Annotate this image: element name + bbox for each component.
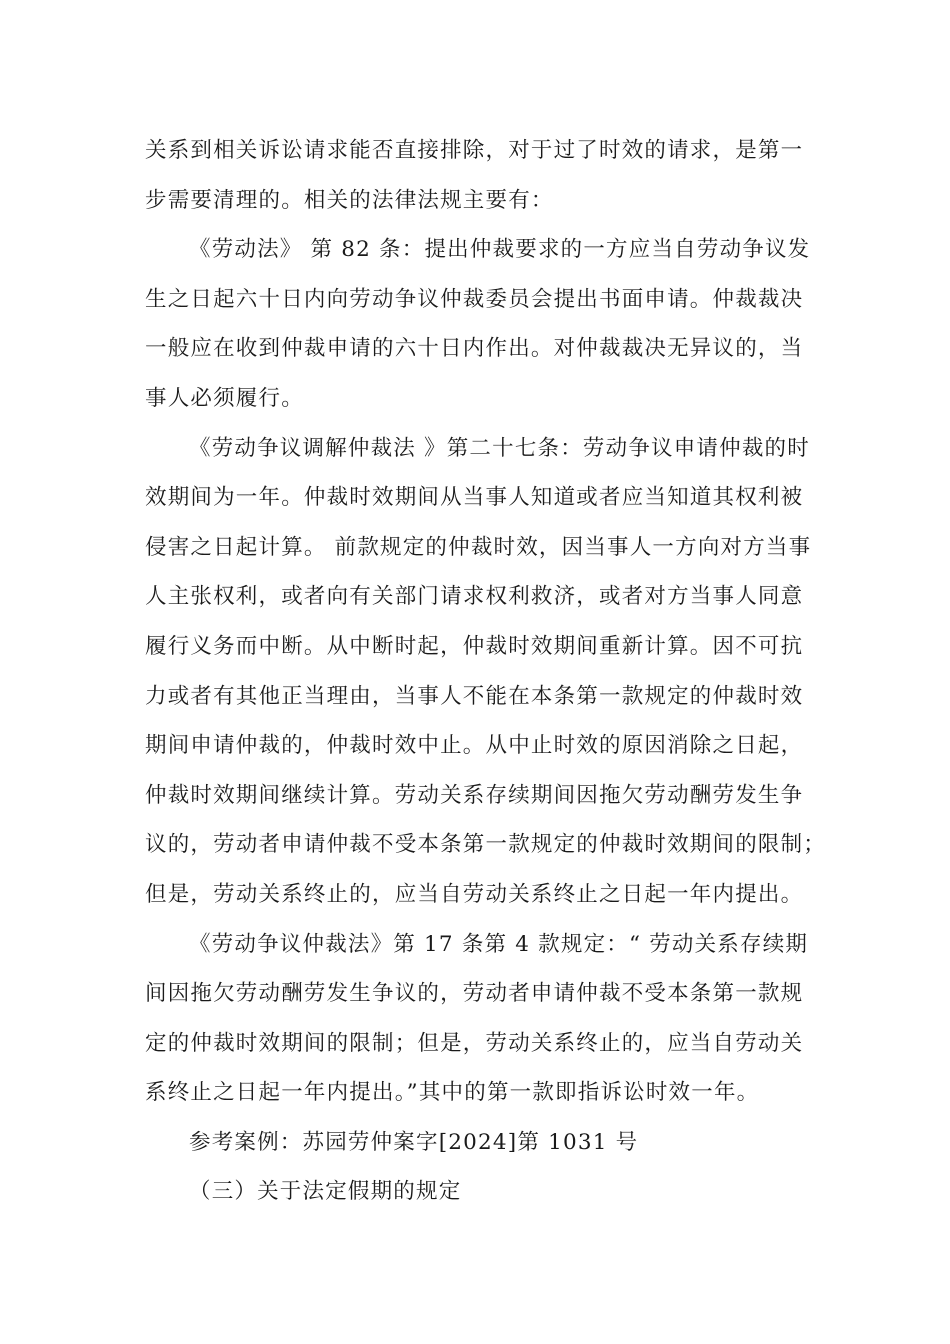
document-body bbox=[145, 126, 827, 1217]
section-heading: （三）关于法定假期的规定 bbox=[189, 1179, 462, 1205]
text-line: 履行义务而中断。从中断时起，仲裁时效期间重新计算。因不可抗 bbox=[145, 633, 804, 659]
text-line: 但是，劳动关系终止的，应当自劳动关系终止之日起一年内提出。 bbox=[145, 881, 804, 907]
text-line: 定的仲裁时效期间的限制；但是，劳动关系终止的，应当自劳动关 bbox=[145, 1030, 804, 1056]
text-line: 《劳动争议调解仲裁法 》第二十七条：劳动争议申请仲裁的时 bbox=[189, 435, 810, 461]
text-line: 人主张权利，或者向有关部门请求权利救济，或者对方当事人同意 bbox=[145, 584, 804, 610]
text-line: 议的，劳动者申请仲裁不受本条第一款规定的仲裁时效期间的限制； bbox=[145, 832, 827, 858]
text-line: 力或者有其他正当理由，当事人不能在本条第一款规定的仲裁时效 bbox=[145, 683, 804, 709]
text-line: 关系到相关诉讼请求能否直接排除，对于过了时效的请求，是第一 bbox=[145, 138, 804, 163]
text-line: 间因拖欠劳动酬劳发生争议的，劳动者申请仲裁不受本条第一款规 bbox=[145, 981, 804, 1007]
text-line: 《劳动法》 第 82 条：提出仲裁要求的一方应当自劳动争议发 bbox=[189, 237, 811, 263]
text-line: 期间申请仲裁的，仲裁时效中止。从中止时效的原因消除之日起， bbox=[145, 733, 804, 759]
text-line: 步需要清理的。相关的法律法规主要有： bbox=[145, 187, 554, 213]
text-line: 《劳动争议仲裁法》第 17 条第 4 款规定：“ 劳动关系存续期 bbox=[189, 931, 809, 957]
text-line: 侵害之日起计算。 前款规定的仲裁时效，因当事人一方向对方当事 bbox=[145, 534, 812, 560]
text-line: 一般应在收到仲裁申请的六十日内作出。对仲裁裁决无异议的，当 bbox=[145, 336, 804, 362]
text-line: 效期间为一年。仲裁时效期间从当事人知道或者应当知道其权利被 bbox=[145, 485, 804, 511]
text-line: 生之日起六十日内向劳动争议仲裁委员会提出书面申请。仲裁裁决 bbox=[145, 286, 804, 312]
case-reference: 参考案例：苏园劳仲案字[2024]第 1031 号 bbox=[189, 1129, 639, 1155]
text-line: 事人必须履行。 bbox=[145, 385, 304, 411]
text-line: 仲裁时效期间继续计算。劳动关系存续期间因拖欠劳动酬劳发生争 bbox=[145, 782, 804, 808]
text-line: 系终止之日起一年内提出。”其中的第一款即指诉讼时效一年。 bbox=[145, 1080, 760, 1106]
